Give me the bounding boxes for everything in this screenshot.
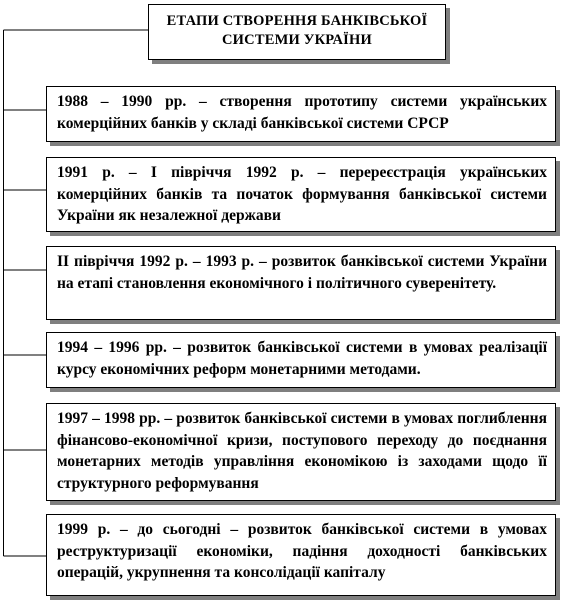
stage-box-4 xyxy=(46,332,556,388)
diagram-title: ЕТАПИ СТВОРЕННЯ БАНКІВСЬКОЇ СИСТЕМИ УКРАЇНИ xyxy=(166,13,428,48)
stage-box-5 xyxy=(46,403,556,501)
stage-box-2 xyxy=(46,157,556,232)
diagram-title-box xyxy=(148,4,446,60)
stage-box-1 xyxy=(46,86,556,142)
stage-text-4: 1994 – 1996 рр. – розвиток банківської системи в умовах реалізації курсу економічних реформ монетарними методами. xyxy=(57,339,547,378)
stage-box-6 xyxy=(46,514,556,596)
stage-text-1: 1988 – 1990 рр. – створення прототипу системи українських комерційних банків у складі банківської системи СРСР xyxy=(57,93,547,132)
stage-text-6: 1999 р. – до сьогодні – розвиток банківської системи в умовах реструктуризації економіки, падіння доходності банківських операцій, укрупнення та консолідації капіталу xyxy=(57,521,547,581)
stage-text-5: 1997 – 1998 рр. – розвиток банківської системи в умовах поглиблення фінансово-економічної кризи, поступового переходу до поєднання монетарних методів управління економікою із заходами щодо її структурного реформування xyxy=(57,410,547,492)
stage-text-3: ІІ півріччя 1992 р. – 1993 р. – розвиток банківської системи України на етапі становлення економічного і політичного суверенітету. xyxy=(57,253,547,292)
stage-box-3 xyxy=(46,246,556,320)
stage-text-2: 1991 р. – І півріччя 1992 р. – перереєстрація українських комерційних банків та початок формування банківської системи України як незалежної держави xyxy=(57,164,547,224)
